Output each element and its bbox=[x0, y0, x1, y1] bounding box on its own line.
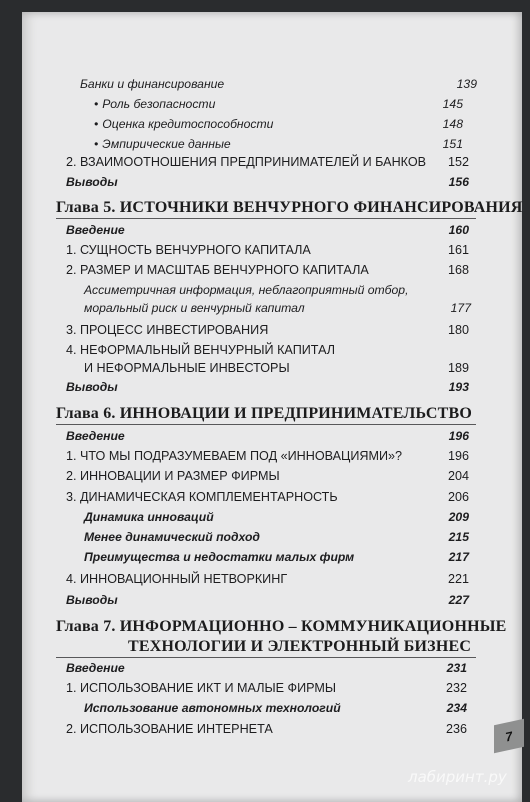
toc-entry-title: Преимущества и недостатки малых фирм bbox=[84, 550, 355, 564]
toc-entry-page: 217 bbox=[448, 550, 469, 564]
toc-entry-title: • Оценка кредитоспособности bbox=[94, 117, 273, 131]
chapter-heading: Глава 5. ИСТОЧНИКИ ВЕНЧУРНОГО ФИНАНСИРОВАНИЯ bbox=[56, 199, 523, 216]
toc-entry-page: 196 bbox=[447, 449, 469, 463]
toc-entry-title: Менее динамический подход bbox=[84, 530, 260, 544]
toc-entry-title: 1. ИСПОЛЬЗОВАНИЕ ИКТ И МАЛЫЕ ФИРМЫ bbox=[66, 681, 337, 695]
toc-entry-page: 236 bbox=[445, 722, 467, 736]
toc-entry-page: 189 bbox=[447, 361, 469, 375]
toc-entry-title: 4. ИННОВАЦИОННЫЙ НЕТВОРКИНГ bbox=[66, 572, 288, 586]
divider bbox=[56, 218, 476, 219]
toc-entry-page: 232 bbox=[445, 681, 467, 695]
toc-entry-title-cont: И НЕФОРМАЛЬНЫЕ ИНВЕСТОРЫ bbox=[84, 361, 290, 375]
toc-entry-page: 215 bbox=[448, 530, 469, 544]
toc-entry-title: Введение bbox=[66, 223, 125, 237]
chapter-heading-cont: ТЕХНОЛОГИИ И ЭЛЕКТРОННЫЙ БИЗНЕС bbox=[128, 638, 472, 655]
toc-entry-page: 206 bbox=[447, 490, 469, 504]
toc-entry-page: 145 bbox=[442, 97, 463, 111]
toc-entry-title: Выводы bbox=[66, 593, 118, 607]
page-number: 7 bbox=[494, 719, 524, 753]
toc-entry-title: Банки и финансирование bbox=[80, 77, 225, 91]
toc-entry-page: 221 bbox=[447, 572, 469, 586]
toc-entry-page: 196 bbox=[448, 429, 469, 443]
toc-entry-title-cont: моральный риск и венчурный капитал bbox=[84, 301, 305, 315]
toc-entry bbox=[66, 343, 469, 379]
toc-entry-page: 160 bbox=[448, 223, 469, 237]
toc-entry bbox=[84, 283, 471, 319]
divider bbox=[56, 657, 476, 658]
toc-entry-title: 3. ПРОЦЕСС ИНВЕСТИРОВАНИЯ bbox=[66, 323, 269, 337]
toc-entry-page: 193 bbox=[448, 380, 469, 394]
toc-entry-page: 177 bbox=[450, 301, 471, 315]
toc-entry-page: 148 bbox=[442, 117, 463, 131]
toc-entry-title: Введение bbox=[66, 429, 125, 443]
watermark: лабиринт.ру bbox=[408, 768, 507, 786]
toc-entry-page: 161 bbox=[447, 243, 469, 257]
toc-entry-page: 234 bbox=[446, 701, 467, 715]
toc-entry-page: 156 bbox=[448, 175, 469, 189]
toc-entry-title: 1. ЧТО МЫ ПОДРАЗУМЕВАЕМ ПОД «ИННОВАЦИЯМИ»? bbox=[66, 449, 403, 463]
toc-entry-title: • Эмпирические данные bbox=[94, 137, 231, 151]
toc-entry-title: Выводы bbox=[66, 380, 118, 394]
toc-entry-title: 4. НЕФОРМАЛЬНЫЙ ВЕНЧУРНЫЙ КАПИТАЛ bbox=[66, 343, 336, 357]
toc-entry-title: Выводы bbox=[66, 175, 118, 189]
toc-entry-title: Ассиметричная информация, неблагоприятный отбор, bbox=[84, 283, 409, 297]
toc-entry-page: 227 bbox=[448, 593, 469, 607]
chapter-heading: Глава 6. ИННОВАЦИИ И ПРЕДПРИНИМАТЕЛЬСТВО bbox=[56, 405, 473, 422]
toc-entry-title: 3. ДИНАМИЧЕСКАЯ КОМПЛЕМЕНТАРНОСТЬ bbox=[66, 490, 338, 504]
toc-entry-page: 151 bbox=[442, 137, 463, 151]
toc-entry-title: Введение bbox=[66, 661, 125, 675]
toc-entry-page: 180 bbox=[447, 323, 469, 337]
toc-entry-title: 2. ВЗАИМООТНОШЕНИЯ ПРЕДПРИНИМАТЕЛЕЙ И БАНКОВ bbox=[66, 155, 427, 169]
toc-entry-page: 139 bbox=[456, 77, 477, 91]
toc-entry-title: 2. ИННОВАЦИИ И РАЗМЕР ФИРМЫ bbox=[66, 469, 280, 483]
toc-entry-title: • Роль безопасности bbox=[94, 97, 215, 111]
divider bbox=[56, 424, 476, 425]
toc-entry-page: 152 bbox=[447, 155, 469, 169]
toc-entry-page: 204 bbox=[447, 469, 469, 483]
toc-entry-title: 2. ИСПОЛЬЗОВАНИЕ ИНТЕРНЕТА bbox=[66, 722, 273, 736]
toc-entry-title: Использование автономных технологий bbox=[84, 701, 341, 715]
toc-entry-page: 168 bbox=[447, 263, 469, 277]
toc-entry-title: 2. РАЗМЕР И МАСШТАБ ВЕНЧУРНОГО КАПИТАЛА bbox=[66, 263, 369, 277]
toc-entry-title: 1. СУЩНОСТЬ ВЕНЧУРНОГО КАПИТАЛА bbox=[66, 243, 311, 257]
chapter-heading: Глава 7. ИНФОРМАЦИОННО – КОММУНИКАЦИОННЫЕ bbox=[56, 618, 507, 635]
toc-entry-page: 231 bbox=[446, 661, 467, 675]
toc-entry-page: 209 bbox=[448, 510, 469, 524]
toc-entry-title: Динамика инноваций bbox=[84, 510, 214, 524]
